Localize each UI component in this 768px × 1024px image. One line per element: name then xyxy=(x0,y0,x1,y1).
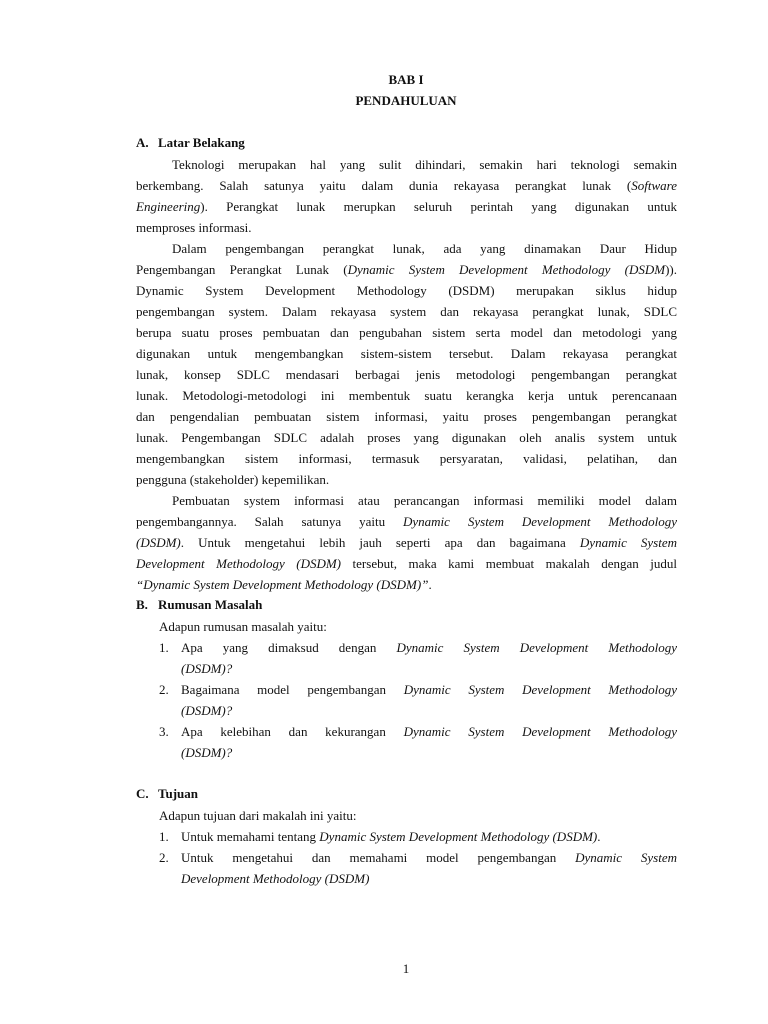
list-item xyxy=(159,637,677,679)
text-line: Dynamic System Development Methodology (DSDM) merupakan siklus hidup xyxy=(136,283,677,298)
text-line: berupa suatu proses pembuatan dan pengubahan sistem serta model dan metodologi yang xyxy=(136,325,677,340)
text-line: berkembang. Salah satunya yaitu dalam dunia rekayasa perangkat lunak (Software xyxy=(136,178,677,193)
text-line: memproses informasi. xyxy=(136,220,252,235)
section-title: Latar Belakang xyxy=(158,135,245,150)
text-line: mengembangkan sistem informasi, termasuk persyaratan, validasi, pelatihan, dan xyxy=(136,451,677,466)
text-line: (DSDM). Untuk mengetahui lebih jauh seperti apa dan bagaimana Dynamic System xyxy=(136,535,677,550)
paragraph-latar-3 xyxy=(136,490,677,595)
text-line: Dalam pengembangan perangkat lunak, ada yang dinamakan Daur Hidup xyxy=(172,241,677,256)
list-item xyxy=(159,721,677,763)
text-line: Untuk mengetahui dan memahami model pengembangan Dynamic System xyxy=(181,850,678,865)
text-line: digunakan untuk mengembangkan sistem-sistem tersebut. Dalam rekayasa perangkat xyxy=(136,346,677,361)
section-heading-b xyxy=(136,597,262,613)
section-title: Rumusan Masalah xyxy=(158,597,263,612)
page-number: 1 xyxy=(402,961,410,976)
section-intro-b: Adapun rumusan masalah yaitu: xyxy=(159,619,327,634)
text-line: Bagaimana model pengembangan Dynamic System Development Methodology xyxy=(181,682,677,697)
text-line: Engineering). Perangkat lunak merupkan seluruh perintah yang digunakan untuk xyxy=(136,199,677,214)
list-number: 1. xyxy=(159,829,169,844)
chapter-title: PENDAHULUAN xyxy=(355,93,457,108)
section-letter: B. xyxy=(136,597,148,612)
text-line: (DSDM)? xyxy=(181,745,233,760)
text-line: Untuk memahami tentang Dynamic System Development Methodology (DSDM). xyxy=(181,829,601,844)
section-heading-a xyxy=(136,135,245,151)
list-number: 2. xyxy=(159,850,169,865)
section-title: Tujuan xyxy=(158,786,198,801)
chapter-label: BAB I xyxy=(388,72,424,87)
text-line: Teknologi merupakan hal yang sulit dihindari, semakin hari teknologi semakin xyxy=(172,157,677,172)
text-line: Development Methodology (DSDM) tersebut, maka kami membuat makalah dengan judul xyxy=(136,556,677,571)
list-item xyxy=(159,847,677,889)
text-line: Pembuatan system informasi atau perancangan informasi memiliki model dalam xyxy=(172,493,677,508)
paragraph-latar-2 xyxy=(136,238,677,490)
section-heading-c xyxy=(136,786,198,802)
tujuan-list xyxy=(159,826,677,889)
section-intro-c: Adapun tujuan dari makalah ini yaitu: xyxy=(159,808,357,823)
list-number: 2. xyxy=(159,682,169,697)
text-line: “Dynamic System Development Methodology (DSDM)”. xyxy=(136,577,432,592)
text-line: dan pengendalian pembuatan sistem informasi, yaitu proses pengembangan perangkat xyxy=(136,409,677,424)
text-line: Apa kelebihan dan kekurangan Dynamic System Development Methodology xyxy=(181,724,678,739)
list-number: 1. xyxy=(159,640,169,655)
rumusan-list xyxy=(159,637,677,763)
text-line: lunak. Metodologi-metodologi ini membentuk suatu kerangka kerja untuk perencanaan xyxy=(136,388,677,403)
text-line: Apa yang dimaksud dengan Dynamic System Development Methodology xyxy=(181,640,677,655)
list-number: 3. xyxy=(159,724,169,739)
text-line: (DSDM)? xyxy=(181,703,233,718)
text-line: Development Methodology (DSDM) xyxy=(181,871,370,886)
text-line: pengembangan system. Dalam rekayasa system dan rekayasa perangkat lunak, SDLC xyxy=(136,304,677,319)
text-line: lunak. Pengembangan SDLC adalah proses yang digunakan oleh analis system untuk xyxy=(136,430,677,445)
text-line: (DSDM)? xyxy=(181,661,233,676)
list-item xyxy=(159,826,677,847)
list-item xyxy=(159,679,677,721)
text-line: lunak, konsep SDLC mendasari berbagai jenis metodologi pengembangan perangkat xyxy=(136,367,677,382)
text-line: Pengembangan Perangkat Lunak (Dynamic System Development Methodology (DSDM)). xyxy=(136,262,677,277)
paragraph-latar-1 xyxy=(136,154,677,238)
text-line: pengguna (stakeholder) kepemilikan. xyxy=(136,472,330,487)
section-letter: C. xyxy=(136,786,149,801)
section-letter: A. xyxy=(136,135,149,150)
text-line: pengembangannya. Salah satunya yaitu Dynamic System Development Methodology xyxy=(136,514,677,529)
